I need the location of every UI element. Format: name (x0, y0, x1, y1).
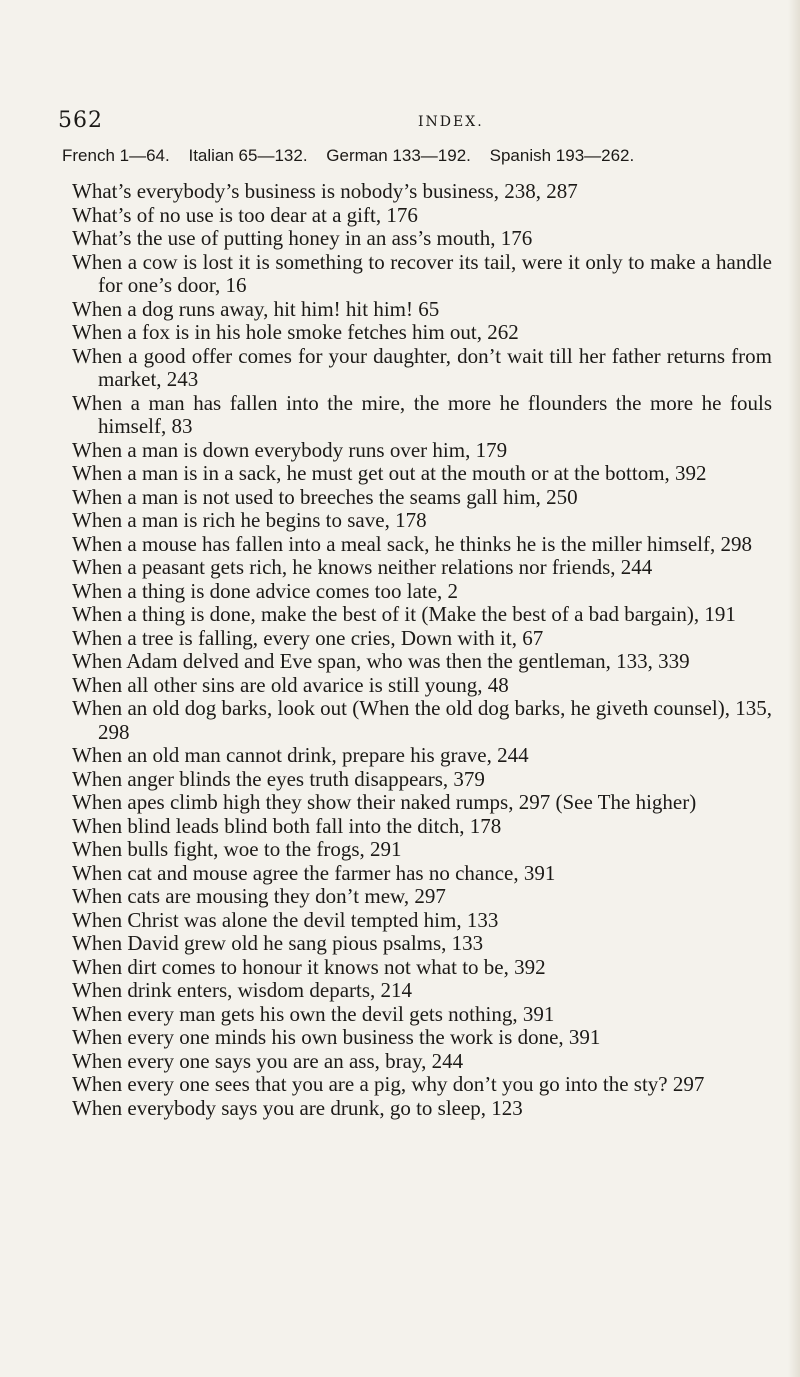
index-entry: When a man is rich he begins to save, 178 (72, 508, 427, 532)
page-number: 562 (58, 108, 103, 133)
index-entry: When David grew old he sang pious psalms, 133 (72, 931, 484, 955)
index-entry: When anger blinds the eyes truth disappears, 379 (72, 766, 485, 791)
index-entry: When a dog runs away, hit him! hit him! 65 (72, 296, 440, 321)
index-entry: What’s the use of putting honey in an ass’s mouth, 176 (72, 226, 533, 250)
index-entry: When dirt comes to honour it knows not what to be, 392 (72, 954, 546, 979)
index-entry: When a fox is in his hole smoke fetches him out, 262 (72, 320, 519, 344)
index-entry: When a man is not used to breeches the seams gall him, 250 (72, 484, 578, 509)
index-entry: What’s of no use is too dear at a gift, 176 (72, 202, 418, 227)
index-entry: When a cow is lost it is something to recover its tail, were it only to make a handle for one’s door, 16 (72, 249, 772, 297)
index-entry: When Christ was alone the devil tempted him, 133 (72, 907, 499, 932)
index-entry: When drink enters, wisdom departs, 214 (72, 978, 413, 1002)
index-entry: When blind leads blind both fall into the ditch, 178 (72, 813, 502, 838)
index-entry: When a mouse has fallen into a meal sack, he thinks he is the miller himself, 298 (72, 531, 752, 556)
index-entry-list (72, 180, 772, 1120)
index-entry: When a peasant gets rich, he knows neither relations nor friends, 244 (72, 555, 653, 579)
index-entry: When every man gets his own the devil gets nothing, 391 (72, 1001, 555, 1026)
index-entry: When every one says you are an ass, bray, 244 (72, 1048, 464, 1073)
index-entry: When a man has fallen into the mire, the more he flounders the more he fouls himself, 83 (72, 390, 772, 438)
index-entry: When a thing is done, make the best of it (Make the best of a bad bargain), 191 (72, 602, 736, 626)
index-entry: When a tree is falling, every one cries, Down with it, 67 (72, 625, 544, 650)
index-entry: When an old dog barks, look out (When the old dog barks, he giveth counsel), 135, 298 (72, 696, 772, 744)
index-entry: When every one sees that you are a pig, why don’t you go into the sty? 297 (72, 1072, 705, 1096)
index-entry: When apes climb high they show their naked rumps, 297 (See The higher) (72, 790, 697, 814)
index-entry: What’s everybody’s business is nobody’s business, 238, 287 (72, 179, 578, 203)
index-entry: When every one minds his own business the work is done, 391 (72, 1025, 601, 1049)
index-entry: When an old man cannot drink, prepare his grave, 244 (72, 743, 529, 767)
language-range-italian: Italian 65—132. (188, 146, 308, 165)
language-range-spanish: Spanish 193—262. (489, 146, 635, 165)
language-range-french: French 1—64. (62, 146, 170, 165)
page-header (58, 108, 758, 142)
running-head: INDEX. (418, 114, 484, 130)
index-entry: When a man is down everybody runs over him, 179 (72, 437, 508, 462)
page-edge (788, 0, 800, 1377)
index-entry: When cat and mouse agree the farmer has no chance, 391 (72, 860, 556, 885)
index-entry: When a thing is done advice comes too late, 2 (72, 578, 459, 603)
index-entry: When Adam delved and Eve span, who was then the gentleman, 133, 339 (72, 649, 690, 673)
language-range-german: German 133—192. (326, 146, 471, 165)
index-entry: When everybody says you are drunk, go to sleep, 123 (72, 1095, 523, 1120)
index-entry: When bulls fight, woe to the frogs, 291 (72, 837, 402, 861)
index-entry: When a man is in a sack, he must get out at the mouth or at the bottom, 392 (72, 461, 707, 485)
language-ranges (62, 146, 648, 166)
index-entry: When cats are mousing they don’t mew, 297 (72, 884, 446, 908)
index-entry: When a good offer comes for your daughter, don’t wait till her father returns from market, 243 (72, 343, 772, 391)
index-entry: When all other sins are old avarice is still young, 48 (72, 672, 509, 697)
